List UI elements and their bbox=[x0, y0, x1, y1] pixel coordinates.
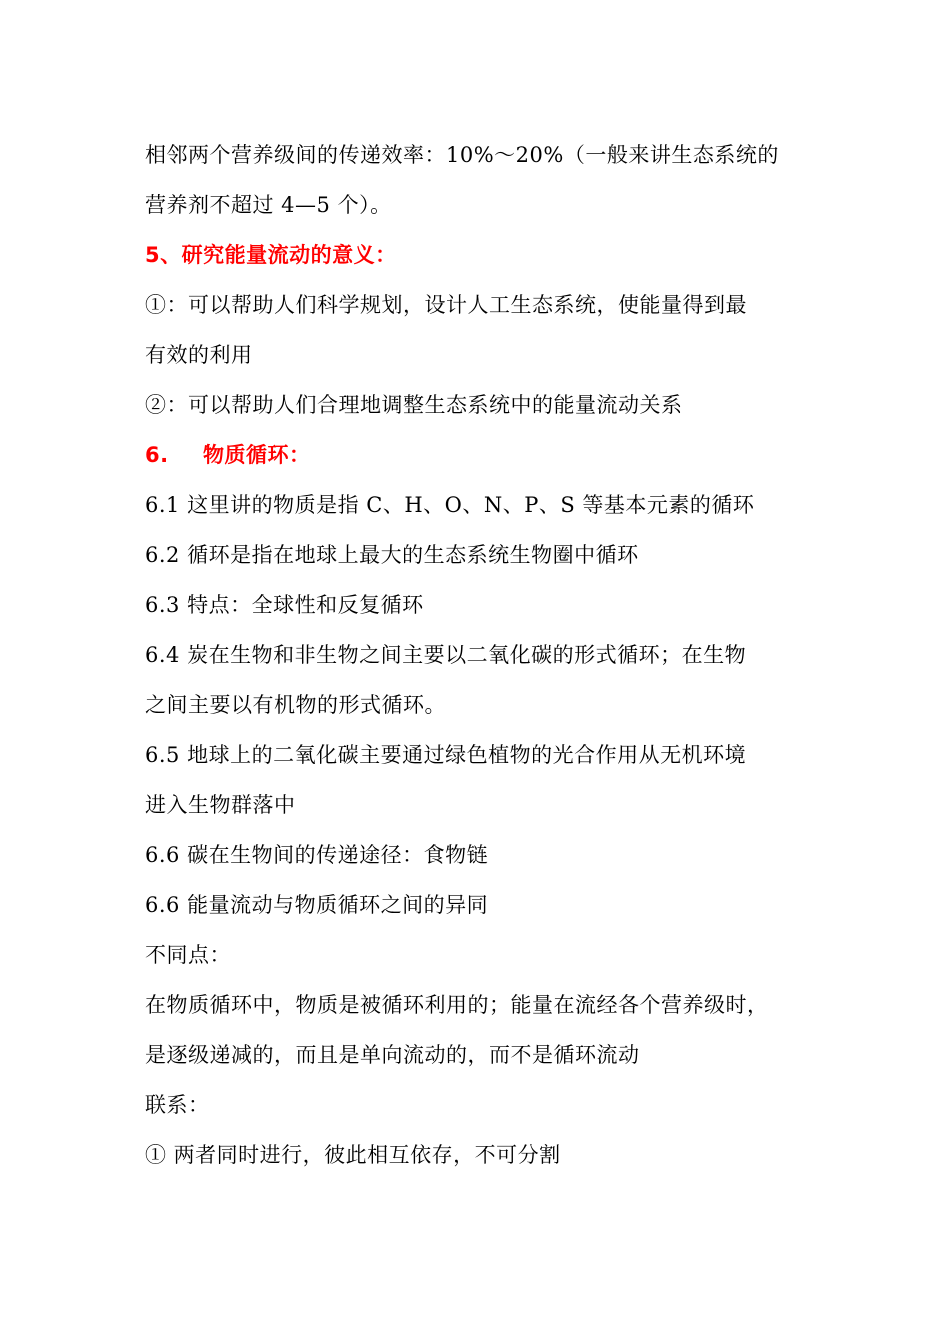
section-heading: 5、研究能量流动的意义： bbox=[145, 243, 397, 267]
body-text-line: 6.3 特点：全球性和反复循环 bbox=[145, 593, 424, 617]
body-text-line: 之间主要以有机物的形式循环。 bbox=[145, 693, 446, 717]
body-text-line: 6.2 循环是指在地球上最大的生态系统生物圈中循环 bbox=[145, 543, 639, 567]
body-text-line: 相邻两个营养级间的传递效率：10%～20%（一般来讲生态系统的 bbox=[145, 143, 779, 167]
body-text-line: 进入生物群落中 bbox=[145, 793, 296, 817]
body-text-line: 6.5 地球上的二氧化碳主要通过绿色植物的光合作用从无机环境 bbox=[145, 743, 747, 767]
section-title: 物质循环： bbox=[203, 443, 311, 467]
body-text-line: 有效的利用 bbox=[145, 343, 253, 367]
document-page bbox=[145, 130, 835, 1180]
body-text-line: 在物质循环中，物质是被循环利用的；能量在流经各个营养级时， bbox=[145, 993, 769, 1017]
section-heading bbox=[145, 430, 835, 480]
body-text-line: 6.6 能量流动与物质循环之间的异同 bbox=[145, 893, 489, 917]
body-text-line: 是逐级递减的，而且是单向流动的，而不是循环流动 bbox=[145, 1043, 640, 1067]
section-number: 6. bbox=[145, 443, 169, 467]
body-text-line: ②：可以帮助人们合理地调整生态系统中的能量流动关系 bbox=[145, 393, 683, 417]
body-text-line: 6.1 这里讲的物质是指 C、H、O、N、P、S 等基本元素的循环 bbox=[145, 493, 755, 517]
body-text-line: ①：可以帮助人们科学规划，设计人工生态系统，使能量得到最 bbox=[145, 293, 747, 317]
body-text-line: ① 两者同时进行，彼此相互依存，不可分割 bbox=[145, 1143, 561, 1167]
body-text-line: 联系： bbox=[145, 1093, 210, 1117]
body-text-line: 6.4 炭在生物和非生物之间主要以二氧化碳的形式循环；在生物 bbox=[145, 643, 747, 667]
body-text-line: 营养剂不超过 4—5 个）。 bbox=[145, 193, 392, 217]
body-text-line: 6.6 碳在生物间的传递途径：食物链 bbox=[145, 843, 489, 867]
body-text-line: 不同点： bbox=[145, 943, 231, 967]
